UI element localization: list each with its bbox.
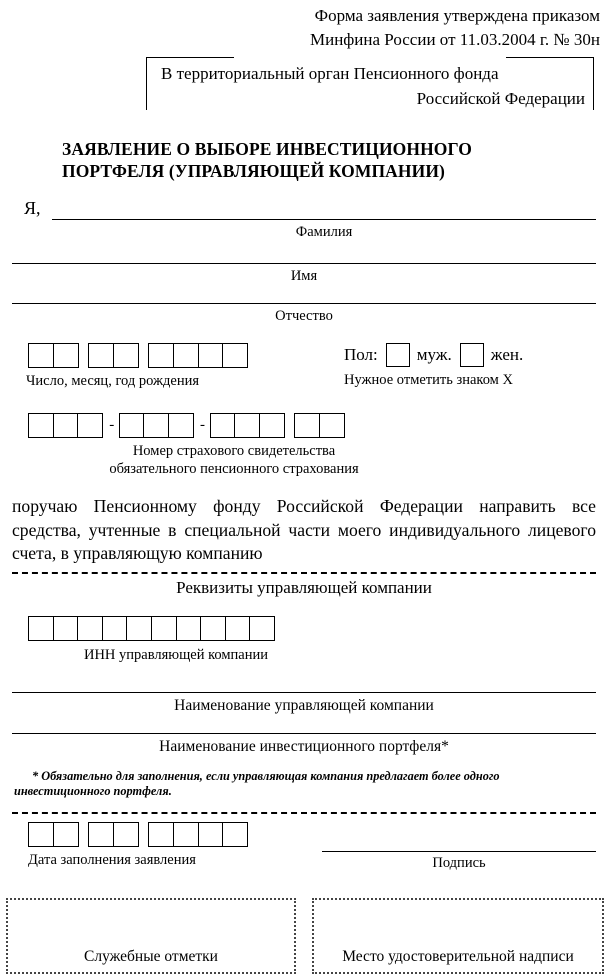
- submission-date-cell[interactable]: [148, 822, 174, 847]
- submission-date-cell[interactable]: [222, 822, 248, 847]
- portfolio-footnote: * Обязательно для заполнения, если управляющая компания предлагает более одного инвестиционного портфеля.: [14, 769, 500, 798]
- company-name-caption: Наименование управляющей компании: [174, 697, 434, 714]
- service-marks-panel: [6, 898, 296, 974]
- statement-paragraph: поручаю Пенсионному фонду Российской Федерации направить все средства, учтенные в специальной части моего индивидуального лицевого счета, в управляющую компанию: [12, 496, 596, 563]
- page-title-line-1: ЗАЯВЛЕНИЕ О ВЫБОРЕ ИНВЕСТИЦИОННОГО: [62, 139, 473, 159]
- surname-caption: Фамилия: [295, 224, 353, 240]
- inn-cell[interactable]: [176, 616, 202, 641]
- company-section-heading: Реквизиты управляющей компании: [176, 578, 432, 597]
- portfolio-name-caption: Наименование инвестиционного портфеля*: [159, 738, 449, 755]
- inn-cell[interactable]: [102, 616, 128, 641]
- inn-cell[interactable]: [126, 616, 152, 641]
- inn-cell[interactable]: [28, 616, 54, 641]
- submission-date-cell[interactable]: [198, 822, 224, 847]
- birthdate-cell[interactable]: [222, 343, 248, 368]
- addressee-line-2: Российской Федерации: [416, 89, 585, 108]
- birthdate-cell[interactable]: [53, 343, 79, 368]
- birthdate-cell[interactable]: [113, 343, 139, 368]
- submission-date-cell[interactable]: [88, 822, 114, 847]
- page-title: [62, 138, 574, 182]
- snils-cell[interactable]: [168, 413, 194, 438]
- signature-section-divider: [12, 812, 596, 814]
- surname-input-line[interactable]: [52, 219, 596, 220]
- snils-cell[interactable]: [53, 413, 79, 438]
- snils-cell[interactable]: [119, 413, 145, 438]
- snils-separator-1: -: [109, 417, 115, 433]
- birthdate-cell[interactable]: [173, 343, 199, 368]
- signature-caption: Подпись: [432, 855, 486, 871]
- snils-cell[interactable]: [259, 413, 285, 438]
- snils-cells[interactable]: [28, 413, 345, 438]
- inn-cell[interactable]: [77, 616, 103, 641]
- inn-cell[interactable]: [200, 616, 226, 641]
- submission-date-cells[interactable]: [28, 822, 248, 847]
- submission-date-cell[interactable]: [173, 822, 199, 847]
- snils-cell[interactable]: [143, 413, 169, 438]
- approval-note-line-1: Форма заявления утверждена приказом: [314, 6, 600, 25]
- gender-female-label: жен.: [490, 345, 524, 364]
- inn-cell[interactable]: [225, 616, 251, 641]
- snils-cell[interactable]: [210, 413, 236, 438]
- snils-check-cell[interactable]: [294, 413, 320, 438]
- addressee-line-1: В территориальный орган Пенсионного фонда: [161, 64, 499, 83]
- gender-male-checkbox[interactable]: [386, 343, 410, 367]
- addressee-box-top-right-segment: [506, 57, 594, 58]
- snils-caption-line-1: Номер страхового свидетельства: [132, 443, 336, 459]
- submission-date-cell[interactable]: [28, 822, 54, 847]
- inn-cells[interactable]: [28, 616, 275, 641]
- patronymic-input-line[interactable]: [12, 303, 596, 304]
- company-name-input-line[interactable]: [12, 692, 596, 693]
- certification-place-panel: [312, 898, 604, 974]
- gender-selector: [344, 343, 523, 367]
- snils-caption-line-2: обязательного пенсионного страхования: [109, 461, 359, 477]
- inn-caption: ИНН управляющей компании: [83, 647, 269, 663]
- approval-note: [200, 4, 600, 52]
- certification-place-label: Место удостоверительной надписи: [342, 948, 574, 965]
- snils-cell[interactable]: [28, 413, 54, 438]
- inn-cell[interactable]: [151, 616, 177, 641]
- gender-female-checkbox[interactable]: [460, 343, 484, 367]
- approval-note-line-2: Минфина России от 11.03.2004 г. № 30н: [309, 30, 600, 49]
- signature-input-line[interactable]: [322, 851, 596, 852]
- submission-date-cell[interactable]: [113, 822, 139, 847]
- gender-male-label: муж.: [416, 345, 452, 364]
- inn-cell[interactable]: [249, 616, 275, 641]
- firstname-input-line[interactable]: [12, 263, 596, 264]
- birthdate-cells[interactable]: [28, 343, 248, 368]
- snils-separator-2: -: [200, 417, 206, 433]
- portfolio-name-input-line[interactable]: [12, 733, 596, 734]
- patronymic-caption: Отчество: [275, 308, 333, 324]
- birthdate-cell[interactable]: [88, 343, 114, 368]
- company-section-divider: [12, 572, 596, 574]
- birthdate-caption: Число, месяц, год рождения: [26, 373, 200, 389]
- gender-hint: Нужное отметить знаком X: [344, 372, 513, 388]
- service-marks-label: Служебные отметки: [84, 948, 218, 965]
- birthdate-cell[interactable]: [148, 343, 174, 368]
- birthdate-cell[interactable]: [28, 343, 54, 368]
- snils-cell[interactable]: [77, 413, 103, 438]
- snils-check-cell[interactable]: [319, 413, 345, 438]
- addressee-box: [146, 58, 594, 110]
- snils-cell[interactable]: [234, 413, 260, 438]
- inn-cell[interactable]: [53, 616, 79, 641]
- gender-label: Пол:: [344, 345, 378, 364]
- firstname-caption: Имя: [290, 268, 318, 284]
- addressee-box-top-left-segment: [146, 57, 234, 58]
- applicant-prefix-label: Я,: [24, 198, 41, 218]
- submission-date-cell[interactable]: [53, 822, 79, 847]
- page-title-line-2: ПОРТФЕЛЯ (УПРАВЛЯЮЩЕЙ КОМПАНИИ): [62, 161, 445, 181]
- submission-date-caption: Дата заполнения заявления: [28, 852, 196, 868]
- birthdate-cell[interactable]: [198, 343, 224, 368]
